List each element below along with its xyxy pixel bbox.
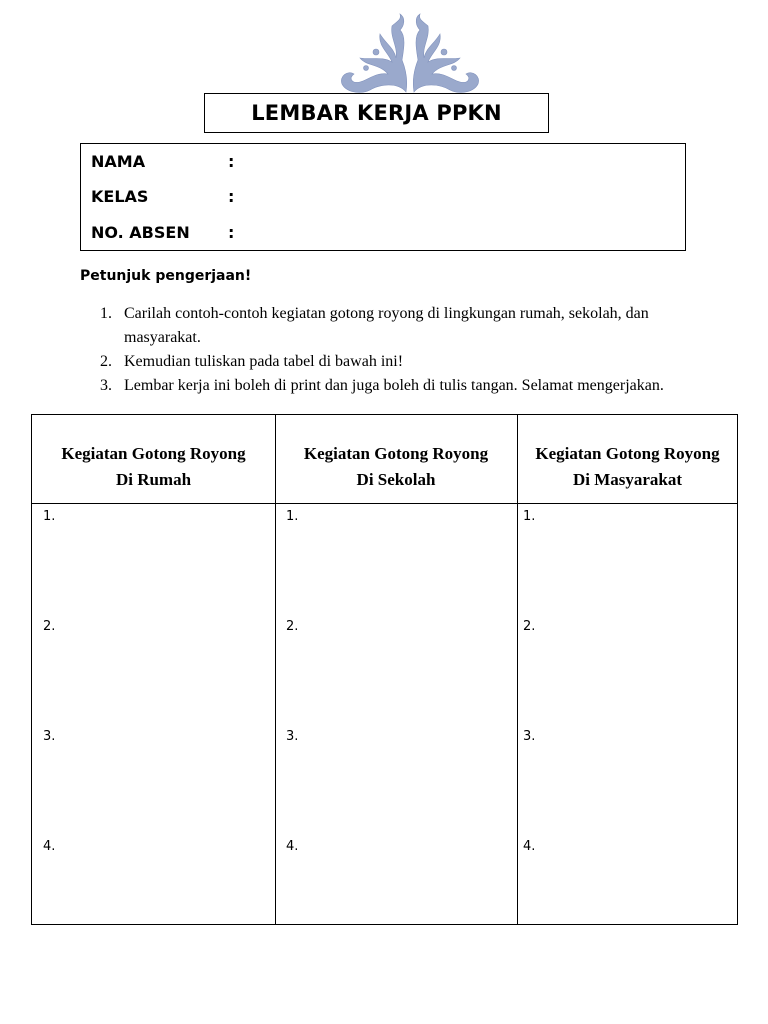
column-header-line: Kegiatan Gotong Royong xyxy=(303,444,489,463)
column-header-masyarakat xyxy=(517,441,738,497)
entry-number: 1. xyxy=(286,509,299,524)
instruction-number: 2. xyxy=(100,353,112,370)
instruction-text: Kemudian tuliskan pada tabel di bawah ini! xyxy=(124,353,404,370)
instructions-heading: Petunjuk pengerjaan! xyxy=(80,268,252,284)
document-title: LEMBAR KERJA PPKN xyxy=(204,93,549,133)
column-header-line: Di Masyarakat xyxy=(572,470,683,489)
identity-separator: : xyxy=(228,223,235,242)
entry-number: 1. xyxy=(43,509,56,524)
entry-number: 4. xyxy=(43,839,56,854)
instruction-text: Carilah contoh-contoh kegiatan gotong royong di lingkungan rumah, sekolah, dan masyarakat. xyxy=(124,305,649,346)
instruction-text: Lembar kerja ini boleh di print dan juga boleh di tulis tangan. Selamat mengerjakan. xyxy=(124,377,664,394)
instruction-item xyxy=(100,302,720,350)
instruction-item xyxy=(100,374,720,398)
instructions-list xyxy=(100,302,720,398)
entry-number: 4. xyxy=(286,839,299,854)
entry-number: 3. xyxy=(43,729,56,744)
column-header-rumah xyxy=(32,441,275,497)
identity-label: NAMA xyxy=(91,152,146,171)
column-header-line: Di Rumah xyxy=(115,470,192,489)
student-identity-box xyxy=(80,143,686,251)
entry-number: 3. xyxy=(523,729,536,744)
column-header-line: Kegiatan Gotong Royong xyxy=(61,444,246,463)
identity-label: KELAS xyxy=(91,187,149,206)
entry-number: 4. xyxy=(523,839,536,854)
identity-separator: : xyxy=(228,187,235,206)
entry-number: 2. xyxy=(523,619,536,634)
instruction-number: 1. xyxy=(100,305,112,322)
entry-number: 2. xyxy=(43,619,56,634)
instruction-number: 3. xyxy=(100,377,112,394)
identity-label: NO. ABSEN xyxy=(91,223,190,242)
instruction-item xyxy=(100,350,720,374)
column-header-line: Kegiatan Gotong Royong xyxy=(535,444,720,463)
header-divider xyxy=(32,503,737,504)
identity-separator: : xyxy=(228,152,235,171)
entry-number: 3. xyxy=(286,729,299,744)
floral-ornament-icon xyxy=(336,12,484,96)
column-header-line: Di Sekolah xyxy=(356,470,436,489)
column-header-sekolah xyxy=(275,441,517,497)
entry-number: 1. xyxy=(523,509,536,524)
activity-table xyxy=(31,414,738,925)
entry-number: 2. xyxy=(286,619,299,634)
